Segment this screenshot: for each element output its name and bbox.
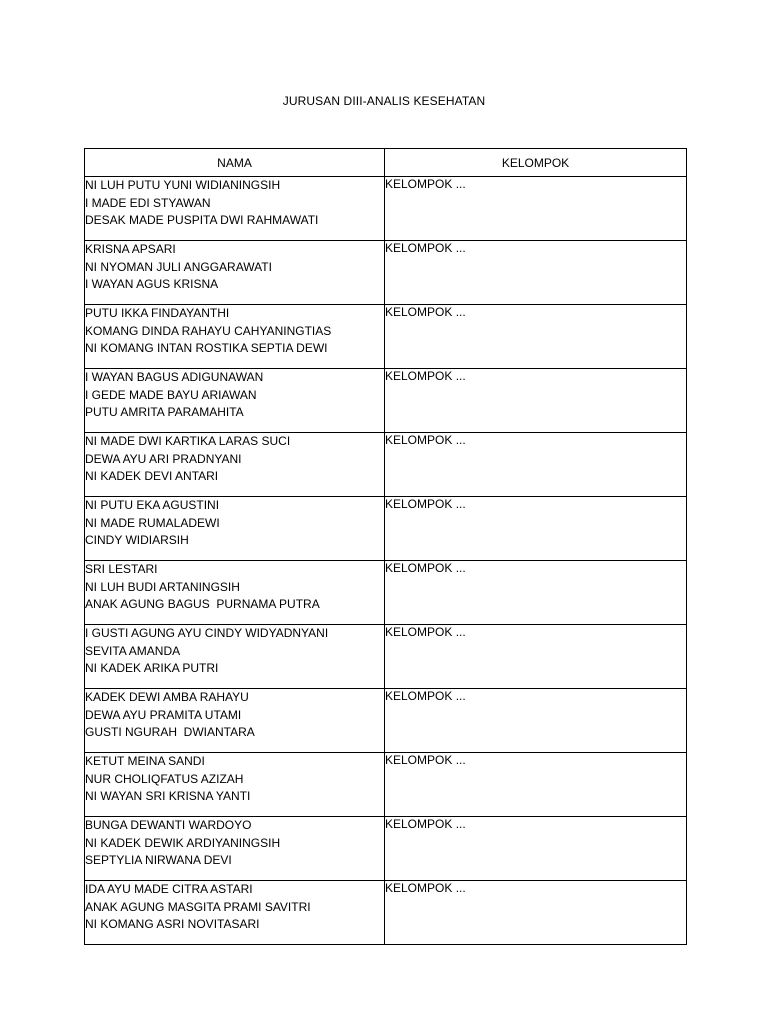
student-name: DEWA AYU ARI PRADNYANI (85, 451, 242, 466)
names-cell (85, 689, 385, 753)
student-name: ANAK AGUNG MASGITA PRAMI SAVITRI (85, 899, 311, 914)
group-table (84, 148, 687, 945)
student-name: NI KADEK DEWIK ARDIYANINGSIH (85, 835, 281, 850)
student-name: NI PUTU EKA AGUSTINI (85, 498, 220, 512)
student-name: DESAK MADE PUSPITA DWI RAHMAWATI (85, 213, 319, 228)
student-name: SEPTYLIA NIRWANA DEVI (85, 853, 232, 868)
header-nama: NAMA (85, 149, 385, 177)
student-name: CINDY WIDIARSIH (85, 533, 189, 548)
group-cell: KELOMPOK ... (385, 753, 687, 817)
names-cell (85, 561, 385, 625)
student-name: GUSTI NGURAH DWIANTARA (85, 725, 255, 740)
student-name: DEWA AYU PRAMITA UTAMI (85, 707, 242, 722)
table-row (85, 625, 687, 689)
student-name: BUNGA DEWANTI WARDOYO (85, 818, 252, 832)
group-cell: KELOMPOK ... (385, 817, 687, 881)
group-cell: KELOMPOK ... (385, 561, 687, 625)
names-cell (85, 881, 385, 945)
student-name: I WAYAN AGUS KRISNA (85, 277, 219, 292)
table-body (85, 177, 687, 945)
student-name: I GUSTI AGUNG AYU CINDY WIDYADNYANI (85, 626, 329, 640)
names-cell (85, 753, 385, 817)
group-cell: KELOMPOK ... (385, 881, 687, 945)
names-cell (85, 305, 385, 369)
student-name: ANAK AGUNG BAGUS PURNAMA PUTRA (85, 597, 320, 612)
student-name: NI WAYAN SRI KRISNA YANTI (85, 789, 251, 804)
table-row (85, 433, 687, 497)
student-name: KADEK DEWI AMBA RAHAYU (85, 690, 249, 704)
table-row (85, 497, 687, 561)
names-cell (85, 433, 385, 497)
student-name: NI NYOMAN JULI ANGGARAWATI (85, 259, 272, 274)
document-title: JURUSAN DIII-ANALIS KESEHATAN (282, 94, 486, 108)
table-row (85, 689, 687, 753)
table-row (85, 305, 687, 369)
header-kelompok: KELOMPOK (385, 149, 687, 177)
group-cell: KELOMPOK ... (385, 369, 687, 433)
student-name: NI LUH BUDI ARTANINGSIH (85, 579, 240, 594)
group-cell: KELOMPOK ... (385, 689, 687, 753)
student-name: NI KOMANG ASRI NOVITASARI (85, 917, 260, 932)
student-name: NUR CHOLIQFATUS AZIZAH (85, 771, 244, 786)
student-name: SEVITA AMANDA (85, 643, 181, 658)
student-name: NI KADEK DEVI ANTARI (85, 469, 219, 484)
student-name: I MADE EDI STYAWAN (85, 195, 211, 210)
table-row (85, 817, 687, 881)
table-row (85, 881, 687, 945)
student-name: NI KOMANG INTAN ROSTIKA SEPTIA DEWI (85, 341, 328, 356)
student-name: NI MADE RUMALADEWI (85, 515, 220, 530)
group-cell: KELOMPOK ... (385, 497, 687, 561)
table-row (85, 241, 687, 305)
table-row (85, 369, 687, 433)
student-name: I WAYAN BAGUS ADIGUNAWAN (85, 370, 264, 384)
group-cell: KELOMPOK ... (385, 241, 687, 305)
student-name: NI KADEK ARIKA PUTRI (85, 661, 219, 676)
table-row (85, 753, 687, 817)
student-name: IDA AYU MADE CITRA ASTARI (85, 882, 253, 896)
student-name: KRISNA APSARI (85, 242, 176, 256)
names-cell (85, 241, 385, 305)
names-cell (85, 817, 385, 881)
names-cell (85, 625, 385, 689)
student-name: PUTU AMRITA PARAMAHITA (85, 405, 244, 420)
table-row (85, 561, 687, 625)
group-cell: KELOMPOK ... (385, 625, 687, 689)
group-cell: KELOMPOK ... (385, 177, 687, 241)
names-cell (85, 369, 385, 433)
student-name: NI LUH PUTU YUNI WIDIANINGSIH (85, 178, 281, 192)
names-cell (85, 177, 385, 241)
names-cell (85, 497, 385, 561)
student-name: I GEDE MADE BAYU ARIAWAN (85, 387, 257, 402)
student-name: SRI LESTARI (85, 562, 158, 576)
student-name: PUTU IKKA FINDAYANTHI (85, 306, 230, 320)
student-name: KETUT MEINA SANDI (85, 754, 205, 768)
table-row (85, 177, 687, 241)
table-header-row (85, 149, 687, 177)
student-name: NI MADE DWI KARTIKA LARAS SUCI (85, 434, 291, 448)
group-cell: KELOMPOK ... (385, 433, 687, 497)
student-name: KOMANG DINDA RAHAYU CAHYANINGTIAS (85, 323, 332, 338)
group-cell: KELOMPOK ... (385, 305, 687, 369)
